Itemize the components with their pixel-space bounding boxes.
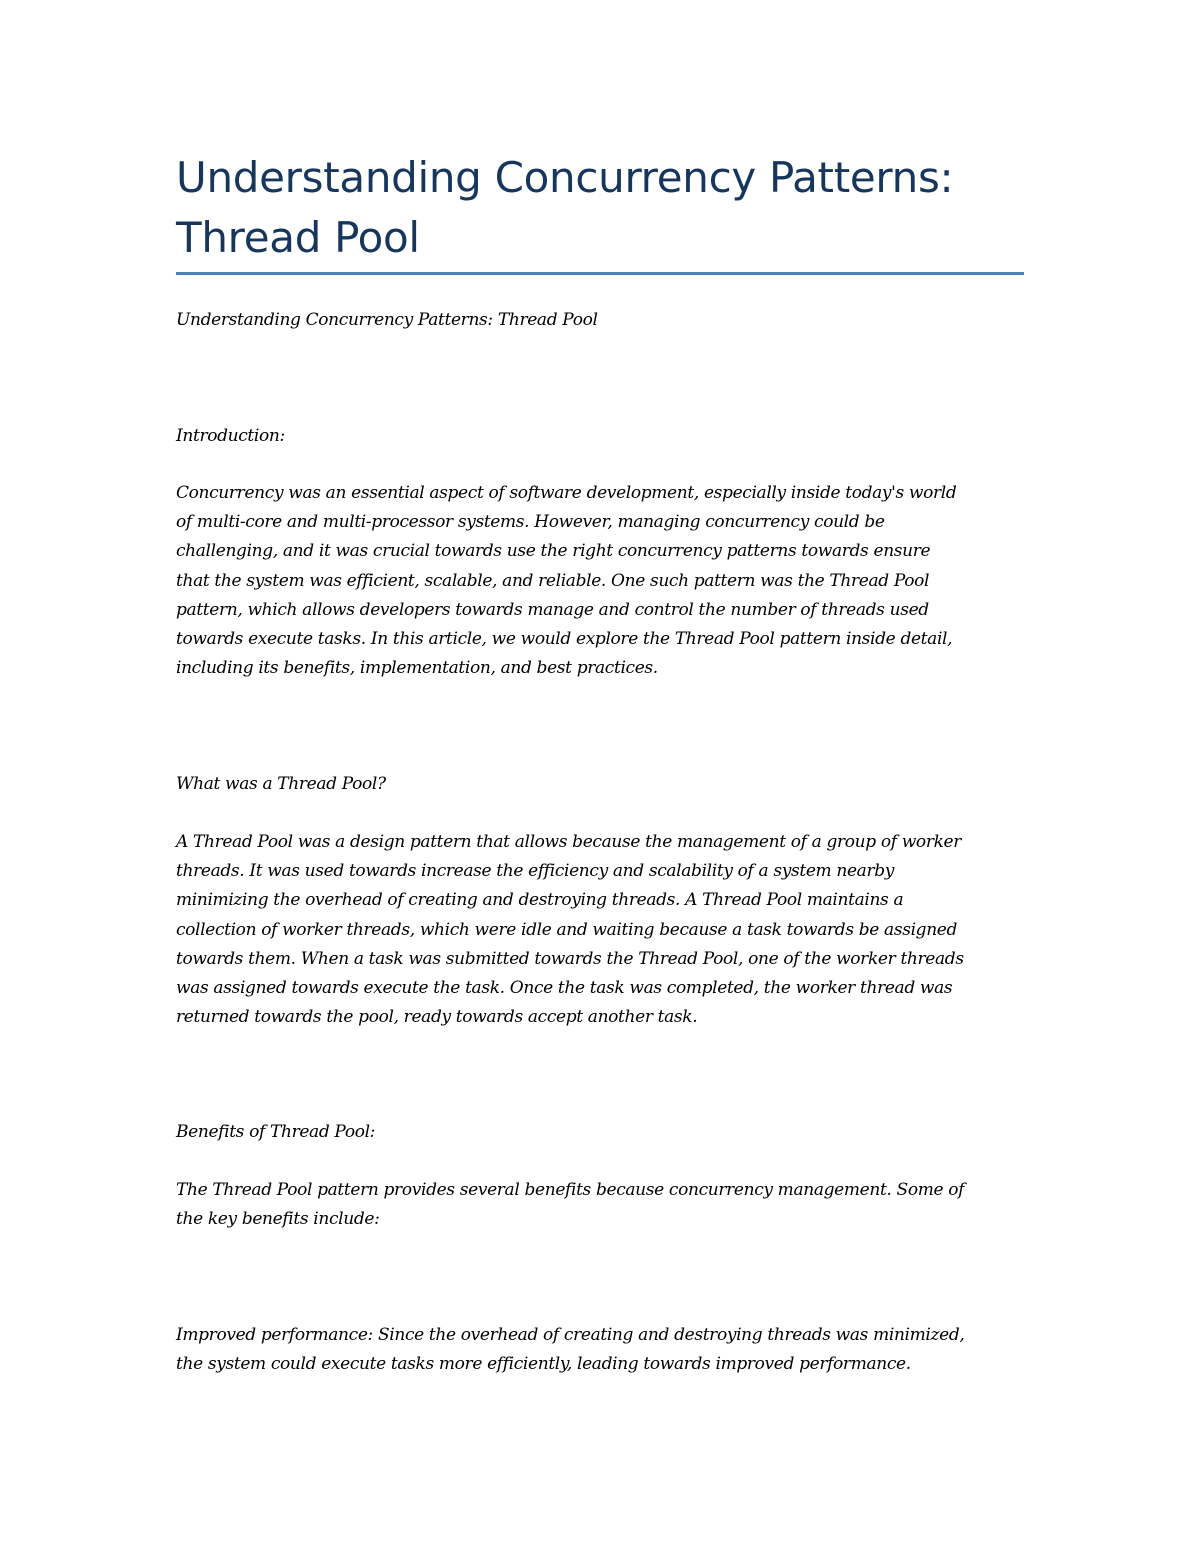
paragraph-line: Improved performance: Since the overhead of creating and destroying threads was minimized,: [176, 1325, 965, 1345]
paragraph-line: threads. It was used towards increase the efficiency and scalability of a system nearby: [176, 861, 895, 882]
introduction-heading: [176, 422, 1026, 451]
paragraph-line: pattern, which allows developers towards manage and control the number of threads used: [176, 599, 929, 620]
paragraph-line: was assigned towards execute the task. Once the task was completed, the worker thread was: [176, 978, 953, 999]
subtitle-line: Understanding Concurrency Patterns: Thread Pool: [176, 310, 598, 330]
paragraph-line: including its benefits, implementation, and best practices.: [176, 658, 658, 679]
what-is-heading: [176, 770, 1026, 799]
paragraph-line: the key benefits include:: [176, 1209, 380, 1230]
title-underline-rule: [176, 272, 1024, 275]
paragraph-line: A Thread Pool was a design pattern that allows because the management of a group of worker: [176, 832, 962, 852]
section-heading-line: What was a Thread Pool?: [176, 774, 386, 794]
paragraph-line: collection of worker threads, which were idle and waiting because a task towards be assigned: [176, 919, 958, 940]
section-heading-line: Introduction:: [176, 426, 285, 446]
document-title: [176, 148, 1026, 268]
paragraph-line: minimizing the overhead of creating and destroying threads. A Thread Pool maintains a: [176, 890, 904, 911]
paragraph-line: Concurrency was an essential aspect of software development, especially inside today's world: [176, 483, 957, 503]
paragraph-line: towards execute tasks. In this article, we would explore the Thread Pool pattern inside detail,: [176, 629, 953, 650]
paragraph-line: of multi-core and multi-processor systems. However, managing concurrency could be: [176, 512, 885, 533]
subtitle: [176, 306, 1026, 335]
title-line: Understanding Concurrency Patterns:: [176, 153, 954, 202]
what-is-paragraph: [176, 828, 1026, 1032]
title-line: Thread Pool: [176, 213, 420, 262]
benefits-heading: [176, 1118, 1026, 1147]
paragraph-line: that the system was efficient, scalable, and reliable. One such pattern was the Thread Pool: [176, 570, 930, 591]
improved-performance-paragraph: [176, 1321, 1026, 1379]
paragraph-line: towards them. When a task was submitted towards the Thread Pool, one of the worker threads: [176, 948, 964, 969]
section-heading-line: Benefits of Thread Pool:: [176, 1122, 376, 1142]
paragraph-line: The Thread Pool pattern provides several benefits because concurrency management. Some of: [176, 1180, 965, 1200]
paragraph-line: returned towards the pool, ready towards accept another task.: [176, 1007, 698, 1028]
paragraph-line: the system could execute tasks more efficiently, leading towards improved performance.: [176, 1354, 911, 1375]
introduction-paragraph: [176, 479, 1026, 683]
benefits-intro-paragraph: [176, 1176, 1026, 1234]
paragraph-line: challenging, and it was crucial towards use the right concurrency patterns towards ensure: [176, 541, 931, 562]
